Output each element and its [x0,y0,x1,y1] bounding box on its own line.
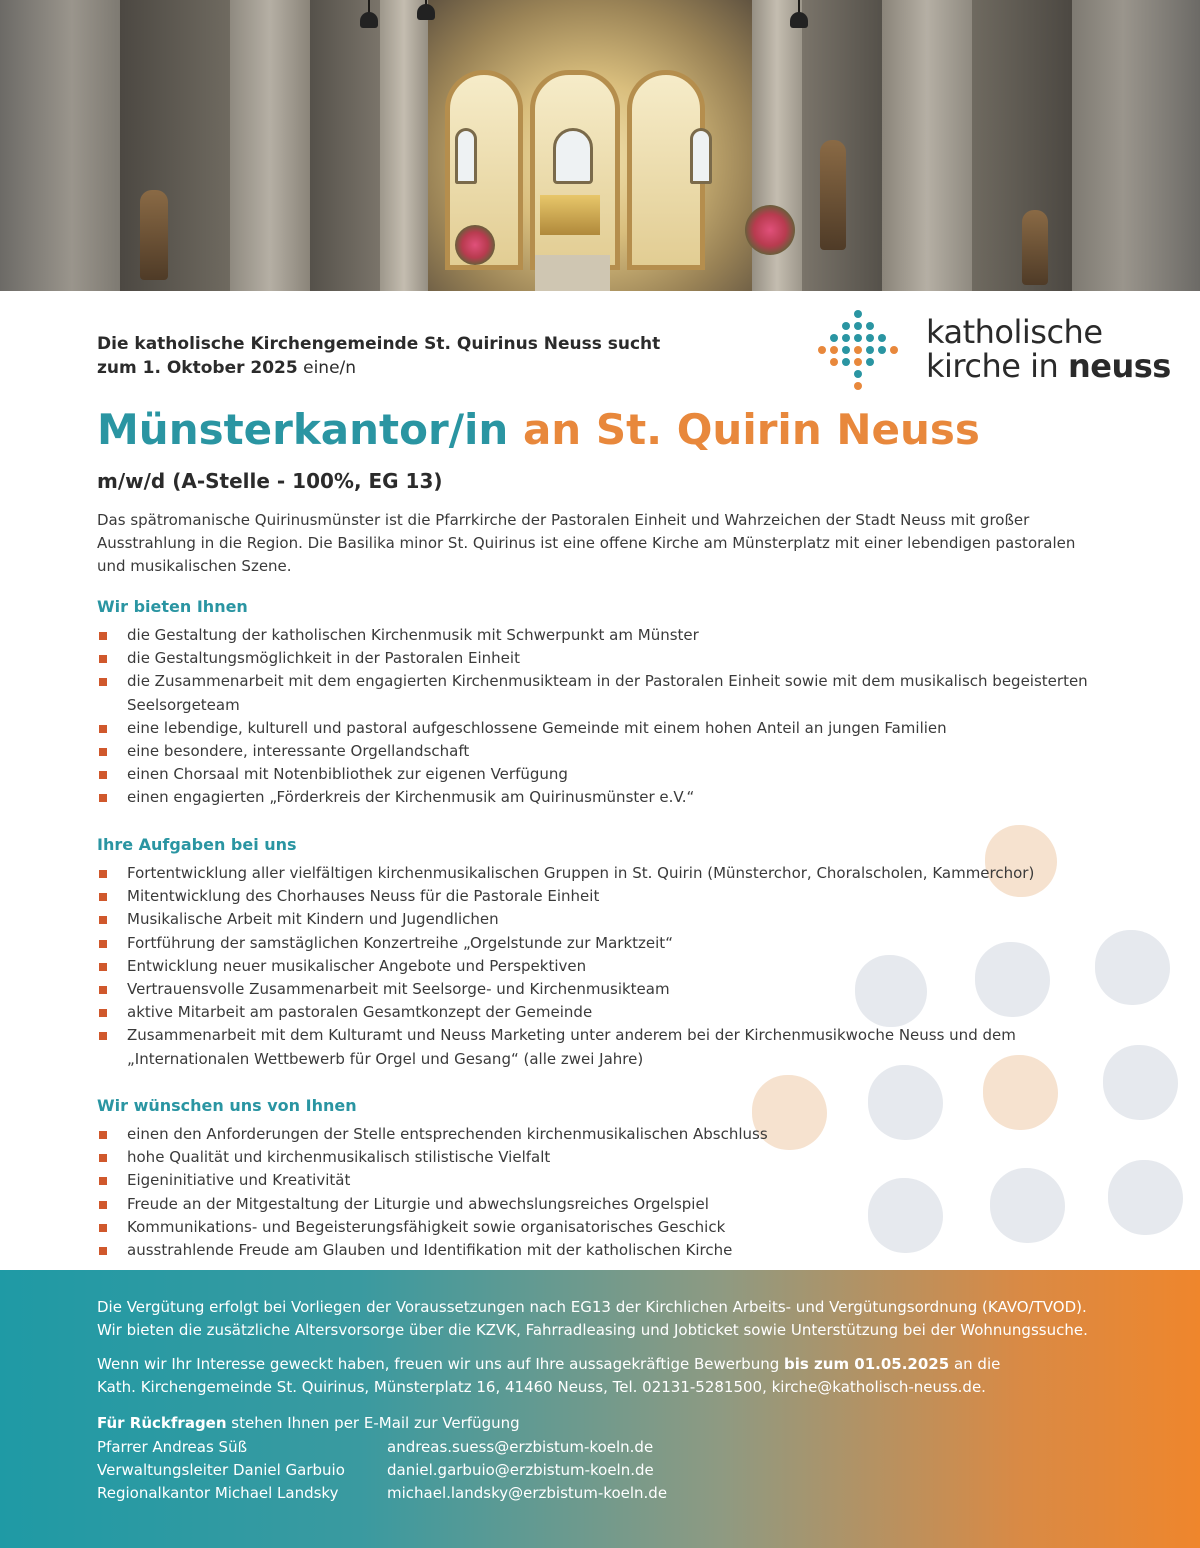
pillar [1072,0,1200,291]
list-item: hohe Qualität und kirchenmusikalisch stilistische Vielfalt [97,1146,1097,1169]
flower-arrangement [745,205,795,255]
contact-email[interactable]: michael.landsky@erzbistum-koeln.de [387,1484,668,1502]
apply-deadline: bis zum 01.05.2025 [784,1355,950,1373]
window-center [553,128,593,184]
logo-word-katholische: katholische [926,313,1103,351]
list-item: Kommunikations- und Begeisterungsfähigkeit sowie organisatorisches Geschick [97,1216,1097,1239]
decor-dot [1108,1160,1183,1235]
list-item: aktive Mitarbeit am pastoralen Gesamtkonzept der Gemeinde [97,1001,1097,1024]
contact-email[interactable]: daniel.garbuio@erzbistum-koeln.de [387,1461,654,1479]
job-subtitle: m/w/d (A-Stelle - 100%, EG 13) [97,469,443,493]
list-item: eine besondere, interessante Orgellandschaft [97,740,1097,763]
list-item: eine lebendige, kulturell und pastoral aufgeschlossene Gemeinde mit einem hohen Anteil an jungen Familien [97,717,1097,740]
wishes-list [97,1123,1097,1262]
contact-row [97,1459,654,1482]
pay-line2: Wir bieten die zusätzliche Altersvorsorge über die KZVK, Fahrradleasing und Jobticket sowie Unterstützung bei der Wohnungssuche. [97,1321,1088,1339]
list-item: Mitentwicklung des Chorhauses Neuss für die Pastorale Einheit [97,885,1097,908]
section-title-wishes: Wir wünschen uns von Ihnen [97,1096,357,1115]
hanging-lamp [798,0,800,14]
list-item: einen den Anforderungen der Stelle entsprechenden kirchenmusikalischen Abschluss [97,1123,1097,1146]
pay-line1: Die Vergütung erfolgt bei Vorliegen der Voraussetzungen nach EG13 der Kirchlichen Arbeits- und Vergütungsordnung (KAVO/TVOD). [97,1298,1087,1316]
pay-info [97,1296,1157,1342]
decor-dot [1095,930,1170,1005]
pillar [0,0,120,291]
contact-name: Pfarrer Andreas Süß [97,1438,248,1456]
list-item: einen engagierten „Förderkreis der Kirchenmusik am Quirinusmünster e.V.“ [97,786,1097,809]
apply-pre: Wenn wir Ihr Interesse geweckt haben, freuen wir uns auf Ihre aussagekräftige Bewerbung [97,1355,784,1373]
list-item: die Zusammenarbeit mit dem engagierten Kirchenmusikteam in der Pastoralen Einheit sowie mit dem musikalisch begeisterten Seelsorgeteam [97,670,1097,716]
pillar [120,0,230,291]
tasks-list [97,862,1097,1071]
contact-row [97,1482,667,1505]
logo-word-kirche-in: kirche in [926,347,1068,385]
window-left [455,128,477,184]
contact-row [97,1436,653,1459]
intro-paragraph: Das spätromanische Quirinusmünster ist die Pfarrkirche der Pastoralen Einheit und Wahrzeichen der Stadt Neuss mit großer Ausstrahlung in die Region. Die Basilika minor St. Quirinus ist eine offene Kirche am Münsterplatz mit einer lebendigen pastoralen und musikalischen Szene. [97,511,1076,575]
list-item: die Gestaltung der katholischen Kirchenmusik mit Schwerpunkt am Münster [97,624,1097,647]
list-item: einen Chorsaal mit Notenbibliothek zur eigenen Verfügung [97,763,1097,786]
section-title-tasks: Ihre Aufgaben bei uns [97,835,297,854]
hanging-lamp [425,0,427,6]
list-item: Fortentwicklung aller vielfältigen kirchenmusikalischen Gruppen in St. Quirin (Münsterchor, Choralscholen, Kammerchor) [97,862,1097,885]
apply-post: an die [949,1355,1001,1373]
pillar [380,0,428,291]
application-info [97,1353,1157,1399]
intro-line2-rest: eine/n [297,358,357,378]
list-item: Freude an der Mitgestaltung der Liturgie und abwechslungsreiches Orgelspiel [97,1193,1097,1216]
altar-table [535,255,610,291]
contact-name: Regionalkantor Michael Landsky [97,1484,339,1502]
list-item: Zusammenarbeit mit dem Kulturamt und Neuss Marketing unter anderem bei der Kirchenmusikwoche Neuss und dem „Internationalen Wettbewerb für Orgel und Gesang“ (alle zwei Jahre) [97,1024,1097,1070]
logo-word-neuss: neuss [1067,347,1171,385]
contact-email[interactable]: andreas.suess@erzbistum-koeln.de [387,1438,654,1456]
flower-arrangement [455,225,495,265]
pillar [882,0,972,291]
job-title-role: Münsterkantor/in [97,405,509,454]
list-item: Musikalische Arbeit mit Kindern und Jugendlichen [97,908,1097,931]
list-item: die Gestaltungsmöglichkeit in der Pastoralen Einheit [97,647,1097,670]
list-item: Fortführung der samstäglichen Konzertreihe „Orgelstunde zur Marktzeit“ [97,932,1097,955]
offer-list [97,624,1097,810]
job-title-location: an St. Quirin Neuss [522,405,980,454]
statue-left [140,190,168,280]
intro-text [97,332,697,380]
hanging-lamp [368,0,370,14]
job-title [97,402,980,458]
questions-rest: stehen Ihnen per E-Mail zur Verfügung [226,1414,520,1432]
list-item: ausstrahlende Freude am Glauben und Identifikation mit der katholischen Kirche [97,1239,1097,1262]
questions-bold: Für Rückfragen [97,1414,227,1432]
golden-altarpiece [540,195,600,235]
footer-band [0,1270,1200,1548]
statue-madonna [820,140,846,250]
intro-date: zum 1. Oktober 2025 [97,358,298,378]
questions-info [97,1412,1157,1435]
logo-word-kirche-in-neuss [926,347,1171,385]
list-item: Vertrauensvolle Zusammenarbeit mit Seelsorge- und Kirchenmusikteam [97,978,1097,1001]
decor-dot [1103,1045,1178,1120]
logo-katholische-kirche-neuss [812,308,1172,394]
logo-dots-icon [812,308,902,394]
list-item: Eigeninitiative und Kreativität [97,1169,1097,1192]
intro-line1: Die katholische Kirchengemeinde St. Quirinus Neuss sucht [97,334,661,354]
hero-church-photo [0,0,1200,291]
pillar [230,0,310,291]
statue-right [1022,210,1048,285]
contact-name: Verwaltungsleiter Daniel Garbuio [97,1461,345,1479]
pillar [310,0,380,291]
apply-address: Kath. Kirchengemeinde St. Quirinus, Münsterplatz 16, 41460 Neuss, Tel. 02131-5281500, kirche@katholisch-neuss.de. [97,1378,986,1396]
section-title-offer: Wir bieten Ihnen [97,597,248,616]
list-item: Entwicklung neuer musikalischer Angebote und Perspektiven [97,955,1097,978]
window-right [690,128,712,184]
